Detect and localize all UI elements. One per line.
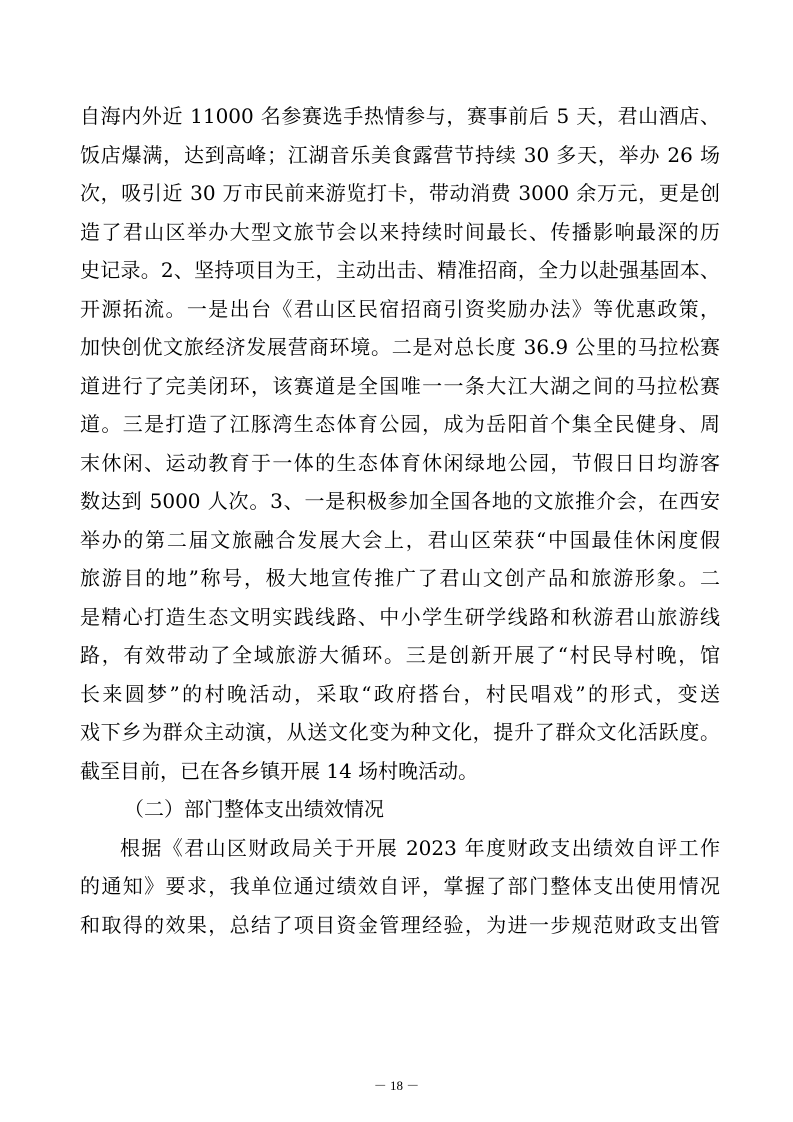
section-line: 的通知》要求，我单位通过绩效自评，掌握了部门整体支出使用情况 (80, 874, 720, 898)
body-line: 道。三是打造了江豚湾生态体育公园，成为岳阳首个集全民健身、周 (80, 412, 720, 436)
body-line: 加快创优文旅经济发展营商环境。二是对总长度 36.9 公里的马拉松赛 (80, 335, 720, 359)
body-line: 旅游目的地”称号，极大地宣传推广了君山文创产品和旅游形象。二 (80, 566, 720, 590)
section-heading: （二）部门整体支出绩效情况 (124, 797, 384, 821)
body-line: 路，有效带动了全域旅游大循环。三是创新开展了“村民导村晚，馆 (80, 643, 720, 667)
body-line: 史记录。2、坚持项目为王，主动出击、精准招商，全力以赴强基固本、 (80, 258, 720, 282)
section-line-first: 根据《君山区财政局关于开展 2023 年度财政支出绩效自评工作 (120, 835, 720, 860)
section-line: 和取得的效果，总结了项目资金管理经验，为进一步规范财政支出管 (80, 912, 720, 937)
body-line: 长来圆梦”的村晚活动，采取“政府搭台，村民唱戏”的形式，变送 (80, 681, 720, 706)
body-line: 道进行了完美闭环，该赛道是全国唯一一条大江大湖之间的马拉松赛 (80, 373, 720, 398)
body-line: 造了君山区举办大型文旅节会以来持续时间最长、传播影响最深的历 (80, 219, 720, 244)
body-line: 次，吸引近 30 万市民前来游览打卡，带动消费 3000 余万元，更是创 (80, 181, 720, 205)
body-line: 开源拓流。一是出台《君山区民宿招商引资奖励办法》等优惠政策， (80, 296, 720, 321)
document-body (80, 97, 720, 944)
body-line: 饭店爆满，达到高峰；江湖音乐美食露营节持续 30 多天，举办 26 场 (80, 142, 720, 167)
body-line: 数达到 5000 人次。3、一是积极参加全国各地的文旅推介会，在西安 (80, 489, 720, 513)
body-line: 戏下乡为群众主动演，从送文化变为种文化，提升了群众文化活跃度。 (80, 720, 720, 744)
body-line: 是精心打造生态文明实践线路、中小学生研学线路和秋游君山旅游线 (80, 604, 720, 629)
body-line: 末休闲、运动教育于一体的生态体育休闲绿地公园，节假日日均游客 (80, 450, 720, 475)
body-line: 自海内外近 11000 名参赛选手热情参与，赛事前后 5 天，君山酒店、 (80, 104, 720, 128)
body-line-last: 截至目前，已在各乡镇开展 14 场村晚活动。 (80, 758, 479, 783)
body-line: 举办的第二届文旅融合发展大会上，君山区荣获“中国最佳休闲度假 (80, 527, 720, 552)
page-number: － 18 － (373, 1078, 420, 1093)
